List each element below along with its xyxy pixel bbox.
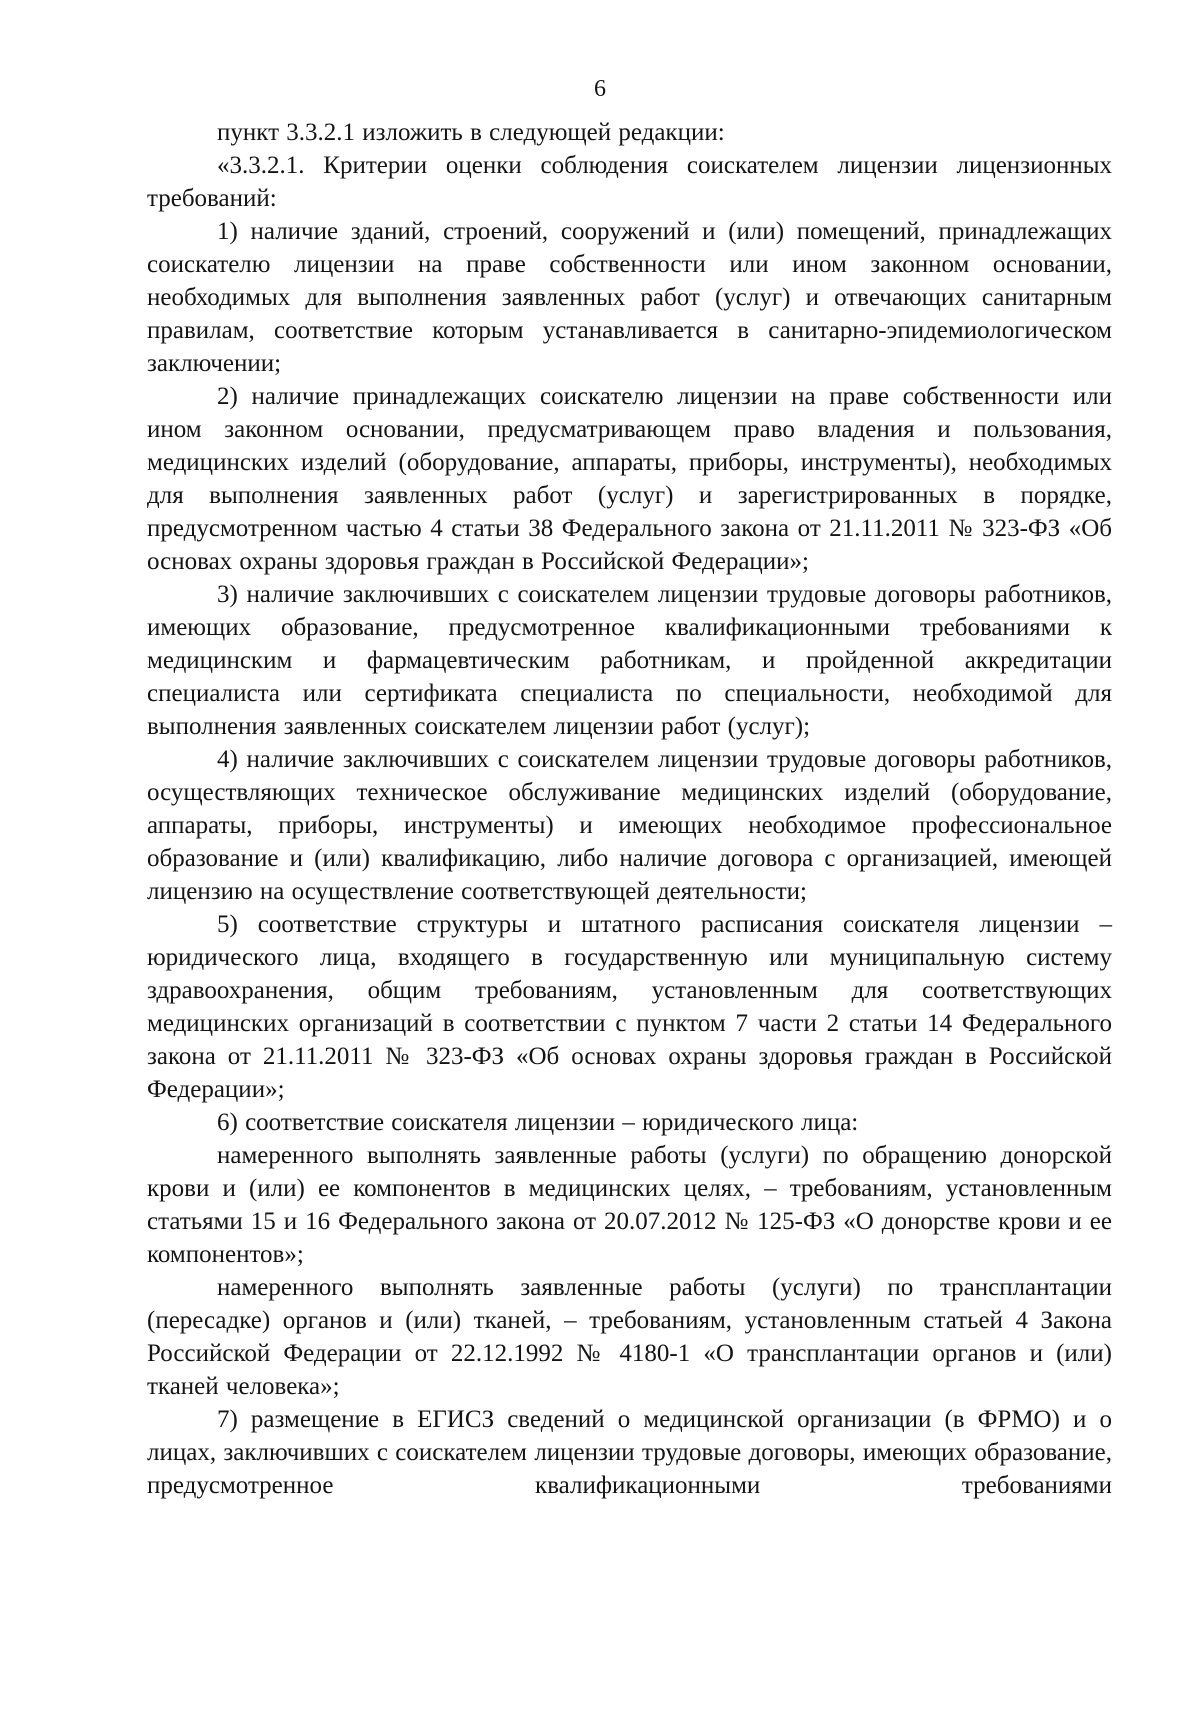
criterion-6-paragraph: 6) соответствие соискателя лицензии – юридического лица:	[217, 1109, 859, 1136]
page-number: 6	[594, 76, 606, 102]
criterion-1-paragraph: 1) наличие зданий, строений, сооружений и (или) помещений, принадлежащих соискателю лицензии на праве собственности или ином законном основании, необходимых для выполнения заявленных работ (услуг) и отвечающих санитарным правилам, соответствие которым устанавливается в санитарно-эпидемиологическом заключении;	[147, 218, 1112, 377]
criterion-6-donor-blood-paragraph: намеренного выполнять заявленные работы (услуги) по обращению донорской крови и (или) ее компонентов в медицинских целях, – требованиям, установленным статьями 15 и 16 Федерального закона от 20.07.2012 № 125-ФЗ «О донорстве крови и ее компонентов»;	[147, 1142, 1112, 1268]
criterion-4-paragraph: 4) наличие заключивших с соискателем лицензии трудовые договоры работников, осуществляющих техническое обслуживание медицинских изделий (оборудование, аппараты, приборы, инструменты) и имеющих необходимое профессиональное образование и (или) квалификацию, либо наличие договора с организацией, имеющей лицензию на осуществление соответствующей деятельности;	[147, 746, 1112, 905]
criterion-3-paragraph: 3) наличие заключивших с соискателем лицензии трудовые договоры работников, имеющих образование, предусмотренное квалификационными требованиями к медицинским и фармацевтическим работникам, и пройденной аккредитации специалиста или сертификата специалиста по специальности, необходимой для выполнения заявленных соискателем лицензии работ (услуг);	[147, 581, 1112, 740]
document-body	[147, 116, 1112, 1502]
criterion-2-paragraph: 2) наличие принадлежащих соискателю лицензии на праве собственности или ином законном основании, предусматривающем право владения и пользования, медицинских изделий (оборудование, аппараты, приборы, инструменты), необходимых для выполнения заявленных работ (услуг) и зарегистрированных в порядке, предусмотренном частью 4 статьи 38 Федерального закона от 21.11.2011 № 323-ФЗ «Об основах охраны здоровья граждан в Российской Федерации»;	[147, 383, 1112, 575]
criterion-6-transplant-paragraph: намеренного выполнять заявленные работы (услуги) по трансплантации (пересадке) органов и (или) тканей, – требованиям, установленным статьей 4 Закона Российской Федерации от 22.12.1992 № 4180-1 «О трансплантации органов и (или) тканей человека»;	[147, 1274, 1112, 1400]
criterion-7-paragraph: 7) размещение в ЕГИСЗ сведений о медицинской организации (в ФРМО) и о лицах, заключивших с соискателем лицензии трудовые договоры, имеющих образование, предусмотренное квалификационными требованиями	[147, 1406, 1112, 1499]
criterion-5-paragraph: 5) соответствие структуры и штатного расписания соискателя лицензии – юридического лица, входящего в государственную или муниципальную систему здравоохранения, общим требованиям, установленным для соответствующих медицинских организаций в соответствии с пунктом 7 части 2 статьи 14 Федерального закона от 21.11.2011 № 323-ФЗ «Об основах охраны здоровья граждан в Российской Федерации»;	[147, 911, 1112, 1103]
intro-paragraph: пункт 3.3.2.1 изложить в следующей редакции:	[217, 119, 725, 146]
section-heading-paragraph: «3.3.2.1. Критерии оценки соблюдения соискателем лицензии лицензионных требований:	[147, 152, 1112, 212]
